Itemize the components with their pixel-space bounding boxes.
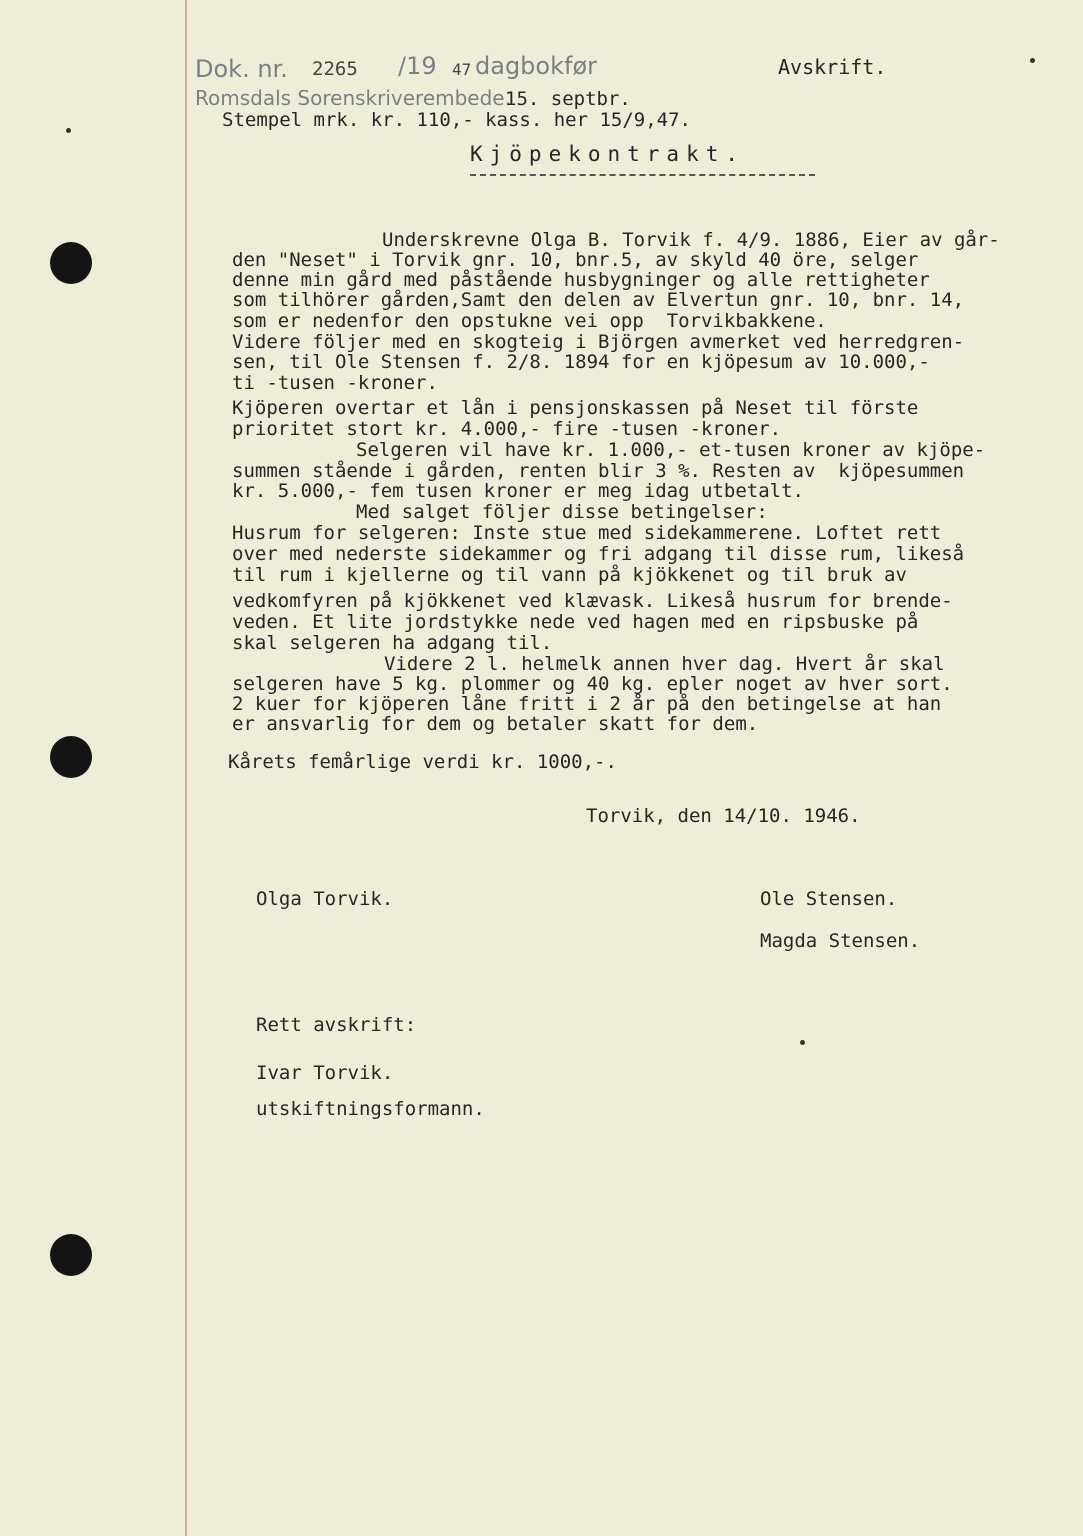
dok-label: Dok. nr. bbox=[195, 55, 288, 83]
copy-label: Avskrift. bbox=[778, 55, 887, 79]
body-line: Videre 2 l. helmelk annen hver dag. Hvert år skal bbox=[384, 653, 945, 675]
body-line: 2 kuer for kjöperen låne fritt i 2 år på den betingelse at han bbox=[232, 693, 942, 715]
body-line: Kjöperen overtar et lån i pensjonskassen på Neset til förste bbox=[232, 397, 919, 419]
place-date: Torvik, den 14/10. 1946. bbox=[586, 805, 861, 827]
body-line: som er nedenfor den opstukne vei opp Torvikbakkene. bbox=[232, 310, 827, 332]
punch-hole bbox=[50, 736, 92, 778]
body-line: veden. Et lite jordstykke nede ved hagen med en ripsbuske på bbox=[232, 611, 919, 633]
body-line: vedkomfyren på kjökkenet ved klævask. Likeså husrum for brende- bbox=[232, 590, 953, 612]
body-line: selgeren have 5 kg. plommer og 40 kg. epler noget av hver sort. bbox=[232, 673, 953, 695]
title-underline bbox=[470, 174, 815, 176]
punch-hole bbox=[50, 242, 92, 284]
body-line: den "Neset" i Torvik gnr. 10, bnr.5, av skyld 40 öre, selger bbox=[232, 249, 919, 271]
body-line: til rum i kjellerne og til vann på kjökkenet og til bruk av bbox=[232, 564, 907, 586]
speck bbox=[1030, 58, 1035, 63]
body-line: kr. 5.000,- fem tusen kroner er meg idag utbetalt. bbox=[232, 480, 804, 502]
body-line: Med salget följer disse betingelser: bbox=[356, 501, 768, 523]
dok-number: 2265 bbox=[312, 58, 358, 80]
certification-label: Rett avskrift: bbox=[256, 1014, 417, 1036]
body-line: Husrum for selgeren: Inste stue med sidekammerene. Loftet rett bbox=[232, 522, 942, 544]
year-part: /19 bbox=[398, 52, 437, 80]
body-line: Selgeren vil have kr. 1.000,- et-tusen kroner av kjöpe- bbox=[356, 439, 986, 461]
buyer2-signature: Magda Stensen. bbox=[760, 930, 921, 952]
value-line: Kårets femårlige verdi kr. 1000,-. bbox=[228, 751, 617, 773]
buyer-signature: Ole Stensen. bbox=[760, 888, 898, 910]
seller-signature: Olga Torvik. bbox=[256, 888, 394, 910]
speck bbox=[800, 1040, 805, 1045]
document-title: Kjöpekontrakt. bbox=[470, 142, 746, 166]
certifier-role: utskiftningsformann. bbox=[256, 1098, 485, 1120]
body-line: som tilhörer gården,Samt den delen av Elvertun gnr. 10, bnr. 14, bbox=[232, 289, 965, 311]
certifier-name: Ivar Torvik. bbox=[256, 1062, 394, 1084]
body-line: skal selgeren ha adgang til. bbox=[232, 632, 553, 654]
punch-hole bbox=[50, 1234, 92, 1276]
body-line: Videre följer med en skogteig i Björgen avmerket ved herredgren- bbox=[232, 331, 965, 353]
body-line: sen, til Ole Stensen f. 2/8. 1894 for en kjöpesum av 10.000,- bbox=[232, 351, 930, 373]
stamp-date: 15. septbr. bbox=[505, 88, 631, 110]
body-line: prioritet stort kr. 4.000,- fire -tusen -kroner. bbox=[232, 418, 782, 440]
body-line: over med nederste sidekammer og fri adgang til disse rum, likeså bbox=[232, 543, 965, 565]
body-line: denne min gård med påstående husbygninger og alle rettigheter bbox=[232, 269, 930, 291]
year-suffix: 47 bbox=[452, 60, 472, 79]
margin-line bbox=[185, 0, 187, 1536]
dagbok-label: dagbokfør bbox=[475, 52, 597, 80]
body-line: summen stående i gården, renten blir 3 %. Resten av kjöpesummen bbox=[232, 460, 965, 482]
stamp-line: Stempel mrk. kr. 110,- kass. her 15/9,47. bbox=[222, 109, 691, 131]
body-line: ti -tusen -kroner. bbox=[232, 372, 438, 394]
speck bbox=[66, 128, 71, 133]
body-line: er ansvarlig for dem og betaler skatt for dem. bbox=[232, 713, 759, 735]
office-stamp: Romsdals Sorenskriverembede. bbox=[195, 86, 511, 110]
body-line: Underskrevne Olga B. Torvik f. 4/9. 1886, Eier av går- bbox=[382, 229, 1000, 251]
